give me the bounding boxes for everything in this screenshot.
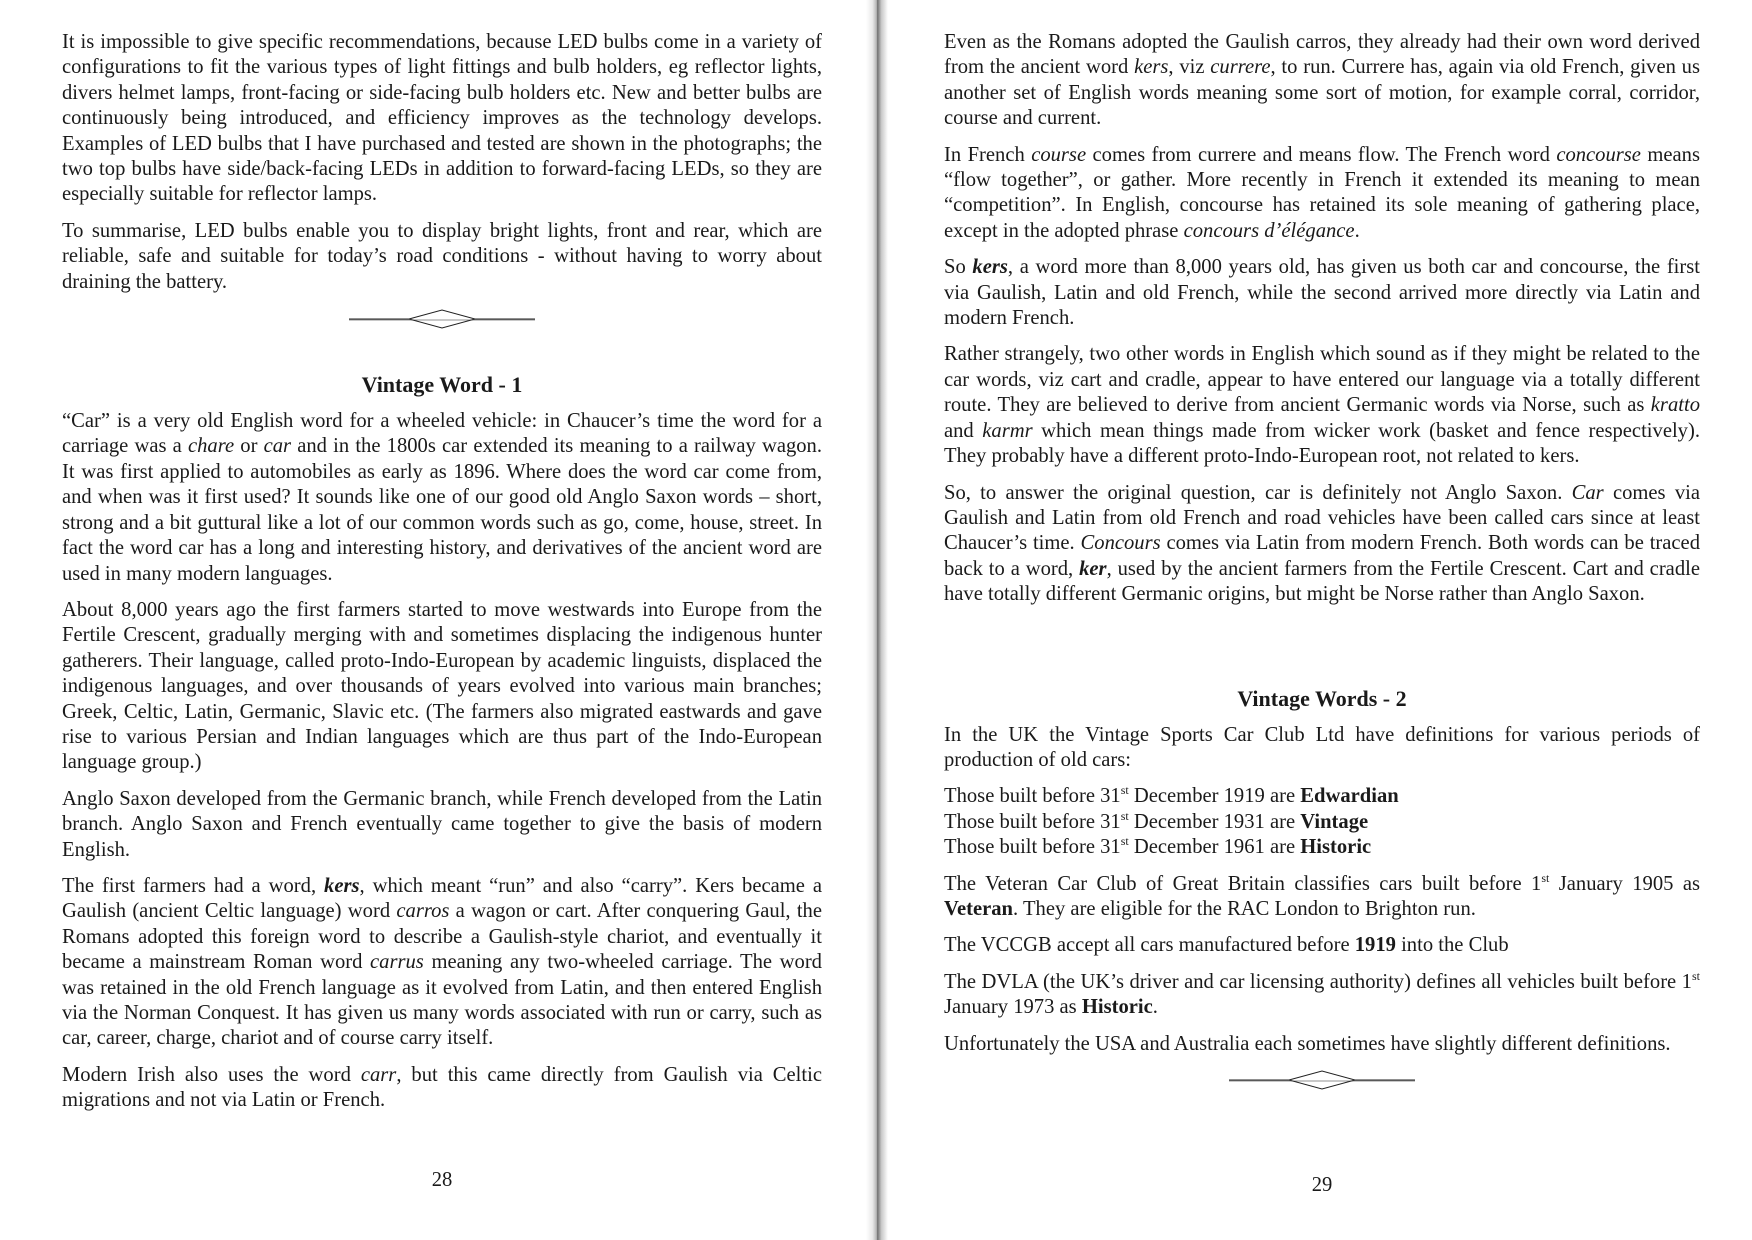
bold-term: Historic [1081, 996, 1153, 1019]
text-run: means “flow together”, or gather. More recently in French it extended its meaning to mean “competition”. In English, concourse has retained its sole meaning of gathering place, except in the adopted phrase [944, 143, 1700, 242]
bold-term: Veteran [944, 897, 1014, 920]
period-line-historic [944, 835, 1700, 860]
text-run: “Car” is a very old English word for a wheeled vehicle: in Chaucer’s time the word for a carriage was a [62, 410, 822, 458]
italic-word: carrus [370, 951, 424, 974]
italic-word: carros [396, 900, 450, 923]
text-run: The Veteran Car Club of Great Britain classifies cars built before 1 [944, 872, 1542, 895]
text-run: . [1354, 219, 1360, 242]
bold-italic-word: kers [972, 256, 1008, 279]
period-line-edwardian [944, 784, 1700, 809]
italic-word: chare [187, 435, 235, 458]
text-run: , which meant “run” and also “carry”. Kers became a Gaulish (ancient Celtic language) word [62, 874, 822, 923]
bold-italic-word: kers [324, 874, 360, 897]
text-run: The first farmers had a word, [62, 874, 325, 897]
italic-word: karmr [982, 419, 1033, 442]
paragraph-veteran [944, 872, 1700, 923]
text-run: Those built before 31 [944, 810, 1121, 833]
paragraph-usa-australia: Unfortunately the USA and Australia each sometimes have slightly different definitions. [944, 1032, 1671, 1055]
bold-term: Edwardian [1300, 785, 1399, 808]
text-run: , to run. Currere has, again via old French, given us another set of English words meaning some sort of motion, for example corral, corridor, course and current. [944, 56, 1700, 130]
text-run: meaning any two-wheeled carriage. The word was retained in the old French language as it evolved from Latin, and then entered English via the Norman Conquest. It has given us many words associated with run or carry, such as car, career, charge, chariot and of course carry itself. [62, 951, 822, 1050]
text-run: Modern Irish also uses the word [62, 1063, 361, 1086]
italic-word: kers [1134, 56, 1169, 79]
paragraph-modern-irish [62, 1063, 822, 1114]
text-run: . They are eligible for the RAC London to Brighton run. [1013, 897, 1476, 920]
paragraph-dvla [944, 970, 1700, 1021]
text-run: a wagon or cart. After conquering Gaul, the Romans adopted this foreign word to describe a Gaulish-style chariot, and eventually it became a mainstream Roman word [62, 900, 822, 974]
page-number-right: 29 [1311, 1174, 1333, 1196]
text-run: comes via Gaulish and Latin from old French and road vehicles have been called cars since at least Chaucer’s time. [944, 481, 1700, 555]
page-number-left: 28 [431, 1169, 453, 1191]
italic-word: currere [1210, 56, 1271, 79]
text-run: In French [944, 143, 1032, 166]
italic-word: concourse [1556, 143, 1641, 166]
italic-word: kratto [1650, 394, 1700, 417]
text-run: , viz [1168, 56, 1211, 79]
text-run: or [234, 435, 264, 458]
paragraph-car-origin [62, 409, 822, 587]
text-run: into the Club [1395, 934, 1509, 957]
text-run: December 1931 are [1128, 810, 1301, 833]
left-page [62, 0, 822, 1240]
text-run: So, to answer the original question, car is definitely not Anglo Saxon. [944, 481, 1572, 504]
paragraph-vscc: In the UK the Vintage Sports Car Club Ltd have definitions for various periods of production of old cars: [944, 723, 1700, 771]
ordinal-suffix: st [1120, 783, 1129, 798]
italic-word: Car [1571, 481, 1604, 504]
period-line-vintage [944, 810, 1700, 835]
section-divider [62, 307, 822, 331]
paragraph-cart-cradle [944, 342, 1700, 469]
bold-italic-word: ker [1079, 557, 1107, 580]
italic-word: concours d’élégance [1183, 219, 1355, 242]
text-run: Rather strangely, two other words in English which sound as if they might be related to the car words, viz cart and cradle, appear to have entered our language via a totally different route. They are believed to derive from ancient Germanic words via Norse, such as [944, 343, 1700, 417]
paragraph-kers [62, 874, 822, 1052]
end-divider [944, 1068, 1700, 1092]
text-run: December 1919 are [1128, 785, 1301, 808]
text-run: January 1973 as [944, 996, 1082, 1019]
text-run: Those built before 31 [944, 836, 1121, 859]
text-run: , but this came directly from Gaulish via Celtic migrations and not via Latin or French. [62, 1063, 822, 1112]
bold-term: 1919 [1354, 934, 1396, 957]
text-run: Those built before 31 [944, 785, 1121, 808]
section-title-vintage-word-1: Vintage Word - 1 [361, 372, 523, 398]
paragraph-kers-summary [944, 255, 1700, 331]
right-page-content [944, 30, 1700, 1092]
text-run: January 1905 as [1549, 872, 1700, 895]
book-gutter [866, 0, 888, 1240]
text-run: Even as the Romans adopted the Gaulish carros, they already had their own word derived from the ancient word [944, 31, 1700, 79]
spacer [944, 619, 1700, 685]
paragraph-led-summary: To summarise, LED bulbs enable you to display bright lights, front and rear, which are reliable, safe and suitable for today’s road conditions - without having to worry about draining the battery. [62, 219, 822, 293]
diamond-divider-icon [1227, 1068, 1417, 1092]
paragraph-french-course [944, 143, 1700, 245]
paragraph-vccgb [944, 933, 1700, 958]
section-title-vintage-words-2: Vintage Words - 2 [1237, 685, 1407, 711]
text-run: The DVLA (the UK’s driver and car licensing authority) defines all vehicles built before 1 [944, 970, 1692, 993]
text-run: which mean things made from wicker work (basket and fence respectively). They probably have a different proto-Indo-European root, not related to kers. [944, 419, 1700, 468]
text-run: So [944, 256, 973, 279]
text-run: December 1961 are [1128, 836, 1301, 859]
ordinal-suffix: st [1120, 808, 1129, 823]
text-run: The VCCGB accept all cars manufactured before [944, 934, 1355, 957]
paragraph-led-bulbs: It is impossible to give specific recommendations, because LED bulbs come in a variety of configurations to fit the various types of light fittings and bulb holders, eg reflector lights, divers helmet lamps, front-facing or side-facing bulb holders etc. New and better bulbs are continuously being introduced, and efficiency improves as the technology develops. Examples of LED bulbs that I have purchased and tested are shown in the photographs; the two top bulbs have side/back-facing LEDs in addition to forward-facing LEDs, so they are especially suitable for reflector lamps. [62, 31, 822, 206]
paragraph-answer [944, 481, 1700, 608]
text-run: . [1152, 996, 1158, 1019]
right-page [944, 0, 1700, 1240]
paragraph-romans-currere [944, 30, 1700, 132]
bold-term: Historic [1300, 836, 1372, 859]
diamond-divider-icon [347, 307, 537, 331]
text-run: , a word more than 8,000 years old, has given us both car and concourse, the first via Gaulish, Latin and old French, while the second arrived more directly via Latin and modern French. [944, 256, 1700, 330]
italic-word: car [263, 435, 292, 458]
paragraph-anglo-saxon: Anglo Saxon developed from the Germanic branch, while French developed from the Latin branch. Anglo Saxon and French eventually came together to give the basis of modern English. [62, 787, 822, 861]
left-page-content [62, 30, 822, 1125]
text-run: and [944, 419, 983, 442]
italic-word: Concours [1080, 532, 1161, 555]
text-run: and in the 1800s car extended its meaning to a railway wagon. It was first applied to automobiles as early as 1896. Where does the word car come from, and when was it first used? It sounds like one of our good old Anglo Saxon words – short, strong and a bit guttural like a lot of our common words such as go, come, house, street. In fact the word car has a long and interesting history, and derivatives of the ancient word are used in many modern languages. [62, 435, 823, 585]
ordinal-suffix: st [1120, 834, 1129, 849]
italic-word: carr [360, 1063, 397, 1086]
bold-term: Vintage [1300, 810, 1369, 833]
paragraph-first-farmers: About 8,000 years ago the first farmers started to move westwards into Europe from the Fertile Crescent, gradually merging with and sometimes displacing the indigenous hunter gatherers. Their language, called proto-Indo-European by academic linguists, displaced the indigenous languages, and over thousands of years evolved into various main branches; Greek, Celtic, Latin, Germanic, Slavic etc. (The farmers also migrated eastwards and gave rise to various Persian and Indian languages which are thus part of the Indo-European language group.) [62, 598, 822, 774]
text-run: comes via Latin from modern French. Both words can be traced back to a word, [944, 532, 1700, 580]
italic-word: course [1031, 143, 1087, 166]
text-run: , used by the ancient farmers from the Fertile Crescent. Cart and cradle have totally different Germanic origins, but might be Norse rather than Anglo Saxon. [944, 557, 1700, 606]
ordinal-suffix: st [1541, 870, 1550, 885]
text-run: comes from currere and means flow. The French word [1086, 143, 1557, 166]
ordinal-suffix: st [1691, 968, 1700, 983]
period-definitions [944, 784, 1700, 860]
